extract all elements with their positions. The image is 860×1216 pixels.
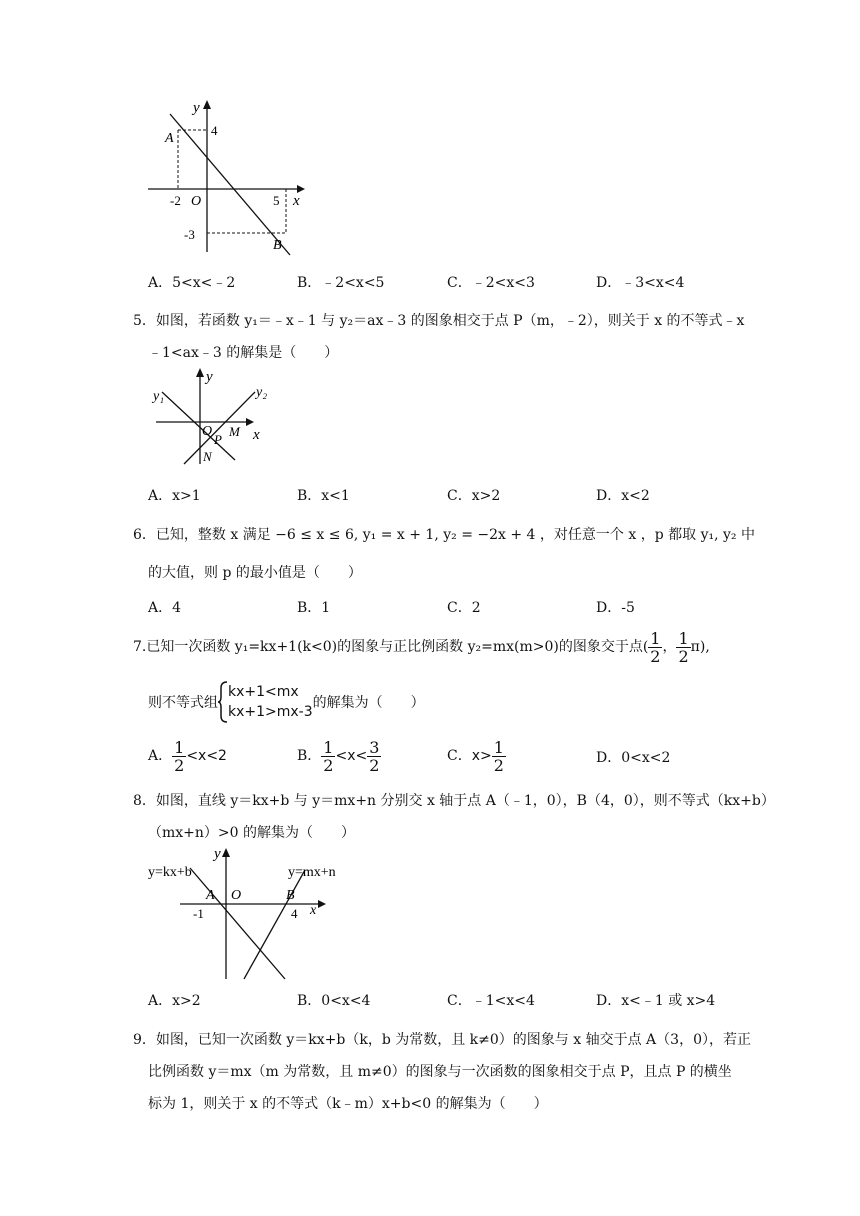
q4-origin-label: O — [191, 194, 202, 209]
q5-option-b[interactable]: B．x<1 — [297, 488, 350, 504]
q7-option-d[interactable]: D．0<x<2 — [596, 750, 671, 766]
q4-graph — [140, 92, 315, 257]
q8-point-b-label: B — [286, 888, 295, 903]
q5-x-label: x — [253, 427, 260, 443]
q5-graph — [150, 364, 275, 469]
q8-option-c[interactable]: C．﹣1<x<4 — [447, 993, 535, 1009]
q5-y1-label: y₁ — [153, 389, 165, 404]
q8-option-a[interactable]: A．x>2 — [148, 993, 201, 1009]
q7-option-b[interactable]: B． $\frac{1}{2}$ <x< $\frac{3}{2}$ — [297, 737, 380, 775]
q7-brace — [218, 680, 228, 724]
q5-y2-label: y₂ — [256, 385, 268, 400]
q8-stem-line1: 8．如图，直线 y＝kx+b 与 y＝mx+n 分别交 x 轴于点 A（﹣1，0），B（4，0），则不等式（kx+b） — [133, 793, 775, 809]
q4-point-b-label: B — [273, 238, 282, 253]
q4-x-label: x — [293, 193, 300, 209]
q4-tick-5: 5 — [273, 193, 280, 208]
q8-line1-label: y=kx+b — [148, 865, 192, 880]
q4-option-a[interactable]: A．5<x<﹣2 — [148, 275, 236, 291]
q5-option-a[interactable]: A．x>1 — [148, 488, 201, 504]
q8-graph — [140, 842, 370, 982]
q5-stem-line1: 5．如图，若函数 y₁＝﹣x﹣1 与 y₂＝ax﹣3 的图象相交于点 P（m，﹣2），则关于 x 的不等式﹣x — [133, 313, 745, 329]
q5-y-label: y — [206, 369, 213, 385]
q4-option-d[interactable]: D．﹣3<x<4 — [596, 275, 685, 291]
q6-option-a[interactable]: A．4 — [148, 600, 182, 616]
q8-option-b[interactable]: B．0<x<4 — [297, 993, 371, 1009]
q8-line2-label: y=mx+n — [288, 865, 336, 880]
q4-option-c[interactable]: C．﹣2<x<3 — [447, 275, 535, 291]
q4-option-b[interactable]: B．﹣2<x<5 — [297, 275, 385, 291]
q4-tick-neg2: -2 — [170, 193, 181, 208]
q7-stem-line1: 7.已知一次函数 y₁=kx+1(k<0)的图象与正比例函数 y₂=mx(m>0)的图象交于点( $\frac{1}{2}$ ， $\frac{1}{2}$ π), — [133, 628, 710, 666]
q8-tick-4: 4 — [291, 906, 298, 921]
q8-point-a-label: A — [206, 888, 215, 903]
q5-point-n-label: N — [203, 449, 212, 464]
q5-option-d[interactable]: D．x<2 — [596, 488, 650, 504]
q7-system: kx+1<mx kx+1>mx-3 — [228, 684, 313, 720]
q8-y-label: y — [214, 846, 221, 862]
q6-stem-line2: 的大值，则 p 的最小值是（ ） — [148, 565, 362, 581]
q9-stem-line1: 9．如图，已知一次函数 y＝kx+b（k，b 为常数，且 k≠0）的图象与 x 轴交于点 A（3，0），若正 — [133, 1032, 751, 1048]
q8-tick-neg1: -1 — [193, 906, 204, 921]
q5-point-p-label: P — [214, 432, 222, 447]
q8-stem-line2: （mx+n）>0 的解集为（ ） — [148, 825, 356, 841]
q4-tick-neg3: -3 — [184, 227, 195, 242]
q6-option-b[interactable]: B．1 — [297, 600, 331, 616]
q5-origin-label: O — [202, 424, 213, 439]
q4-point-a-label: A — [165, 131, 174, 146]
q8-option-d[interactable]: D．x<﹣1 或 x>4 — [596, 993, 716, 1009]
q7-point-x-fraction: $\frac{1}{2}$ — [650, 628, 661, 666]
q8-origin-label: O — [231, 888, 242, 903]
q6-stem-line1: 6．已知，整数 x 满足 −6 ≤ x ≤ 6, y₁ = x + 1, y₂ = −2x + 4 ，对任意一个 x ，p 都取 y₁, y₂ 中 — [133, 527, 755, 543]
q9-stem-line2: 比例函数 y＝mx（m 为常数，且 m≠0）的图象与一次函数的图象相交于点 P，且点 P 的横坐 — [148, 1064, 732, 1080]
q5-option-c[interactable]: C．x>2 — [447, 488, 501, 504]
q7-option-a[interactable]: A． $\frac{1}{2}$ <x<2 — [148, 737, 227, 775]
q5-point-m-label: M — [229, 424, 240, 439]
q4-tick-4: 4 — [211, 123, 218, 138]
q7-pi: π), — [690, 639, 710, 655]
q6-option-d[interactable]: D．-5 — [596, 600, 635, 616]
q7-option-c[interactable]: C．x> $\frac{1}{2}$ — [447, 737, 504, 775]
q7-stem-text: 7.已知一次函数 y₁=kx+1(k<0)的图象与正比例函数 y₂=mx(m>0)的图象交于点( — [133, 639, 649, 655]
q4-y-label: y — [193, 100, 200, 116]
q5-stem-line2: ﹣1<ax﹣3 的解集是（ ） — [148, 345, 339, 361]
q8-x-label: x — [310, 903, 317, 918]
q9-stem-line3: 标为 1，则关于 x 的不等式（k﹣m）x+b<0 的解集为（ ） — [148, 1096, 548, 1112]
q6-option-c[interactable]: C．2 — [447, 600, 481, 616]
q7-stem-line2: 则不等式组 kx+1<mx kx+1>mx-3 的解集为（ ） — [148, 680, 425, 726]
q7-point-y-fraction: $\frac{1}{2}$ — [678, 628, 689, 666]
